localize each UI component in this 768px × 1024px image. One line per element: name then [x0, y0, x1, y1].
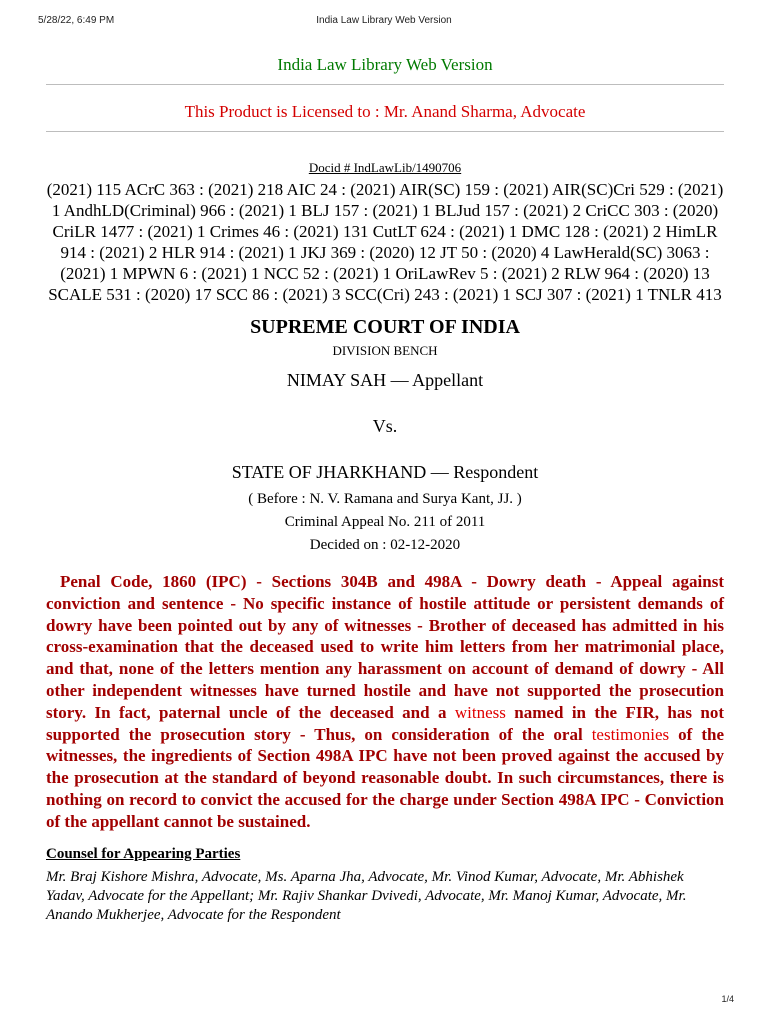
counsel-list: Mr. Braj Kishore Mishra, Advocate, Ms. Aparna Jha, Advocate, Mr. Vinod Kumar, Advocate, Mr. Abhishek Yadav, Advocate for the Appellant; Mr. Rajiv Shankar Dvivedi, Advocate, Mr. Manoj Kumar, Advocate, Mr. Anando Mukherjee, Advocate for the Respondent — [46, 868, 687, 923]
court-name: SUPREME COURT OF INDIA — [250, 316, 520, 338]
print-title: India Law Library Web Version — [316, 15, 452, 26]
headnote — [46, 571, 724, 833]
bench-type: DIVISION BENCH — [332, 343, 438, 358]
appeal-number: Criminal Appeal No. 211 of 2011 — [284, 514, 486, 530]
counsel-heading: Counsel for Appearing Parties — [46, 845, 241, 862]
divider — [46, 84, 724, 85]
headnote-text: of the witnesses, the ingredients of Section 498A IPC have not been proved against the accused by the prosecution at the standard of beyond reasonable doubt. In such circumstances, there is nothing on record to convict the accused for the charge under Section 498A IPC - Conviction of the appellant cannot be sustained. — [46, 724, 724, 831]
respondent: STATE OF JHARKHAND — Respondent — [231, 462, 539, 482]
document-content — [46, 52, 724, 925]
appellant: NIMAY SAH — Appellant — [286, 370, 484, 390]
testimonies-link[interactable]: testimonies — [591, 724, 670, 744]
site-title: India Law Library Web Version — [277, 55, 493, 74]
page-number: 1/4 — [721, 994, 734, 1004]
divider — [46, 131, 724, 132]
citations: (2021) 115 ACrC 363 : (2021) 218 AIC 24 : (2021) AIR(SC) 159 : (2021) AIR(SC)Cri 529 : (2021) 1 AndhLD(Criminal) 966 : (2021) 1 BLJ 157 : (2021) 1 BLJud 157 : (2021) 2 CriCC 303 : (2020) CriLR 1477 : (2021) 1 Crimes 46 : (2021) 131 CutLT 624 : (2021) 1 DMC 128 : (2021) 2 HimLR 914 : (2021) 2 HLR 914 : (2021) 1 JKJ 369 : (2020) 12 JT 50 : (2020) 4 LawHerald(SC) 3063 : (2021) 1 MPWN 6 : (2021) 1 NCC 52 : (2021) 1 OriLawRev 5 : (2021) 2 RLW 964 : (2020) 13 SCALE 531 : (2020) 17 SCC 86 : (2021) 3 SCC(Cri) 243 : (2021) 1 SCJ 307 : (2021) 1 TNLR 413 — [46, 180, 724, 304]
headnote-text: named in the FIR, has not supported the prosecution story - Thus, on consideration of the oral — [46, 702, 724, 744]
license-notice: This Product is Licensed to : Mr. Anand Sharma, Advocate — [184, 102, 586, 121]
document-id: Docid # IndLawLib/1490706 — [308, 160, 462, 175]
bench-judges: ( Before : N. V. Ramana and Surya Kant, JJ. ) — [248, 491, 522, 507]
versus: Vs. — [372, 416, 398, 436]
headnote-text: Penal Code, 1860 (IPC) - Sections 304B and 498A - Dowry death - Appeal against conviction and sentence - No specific instance of hostile attitude or persistent demands of dowry have been pointed out by any of witnesses - Brother of deceased has admitted in his cross-examination that the deceased used to write him letters from her matrimonial place, and that, none of the letters mention any harassment on account of demand of dowry - All other independent witnesses have turned hostile and have not supported the prosecution story. In fact, paternal uncle of the deceased and a — [46, 572, 724, 722]
witness-link[interactable]: witness — [454, 702, 506, 722]
print-datetime: 5/28/22, 6:49 PM — [38, 15, 115, 26]
decision-date: Decided on : 02-12-2020 — [309, 537, 461, 553]
